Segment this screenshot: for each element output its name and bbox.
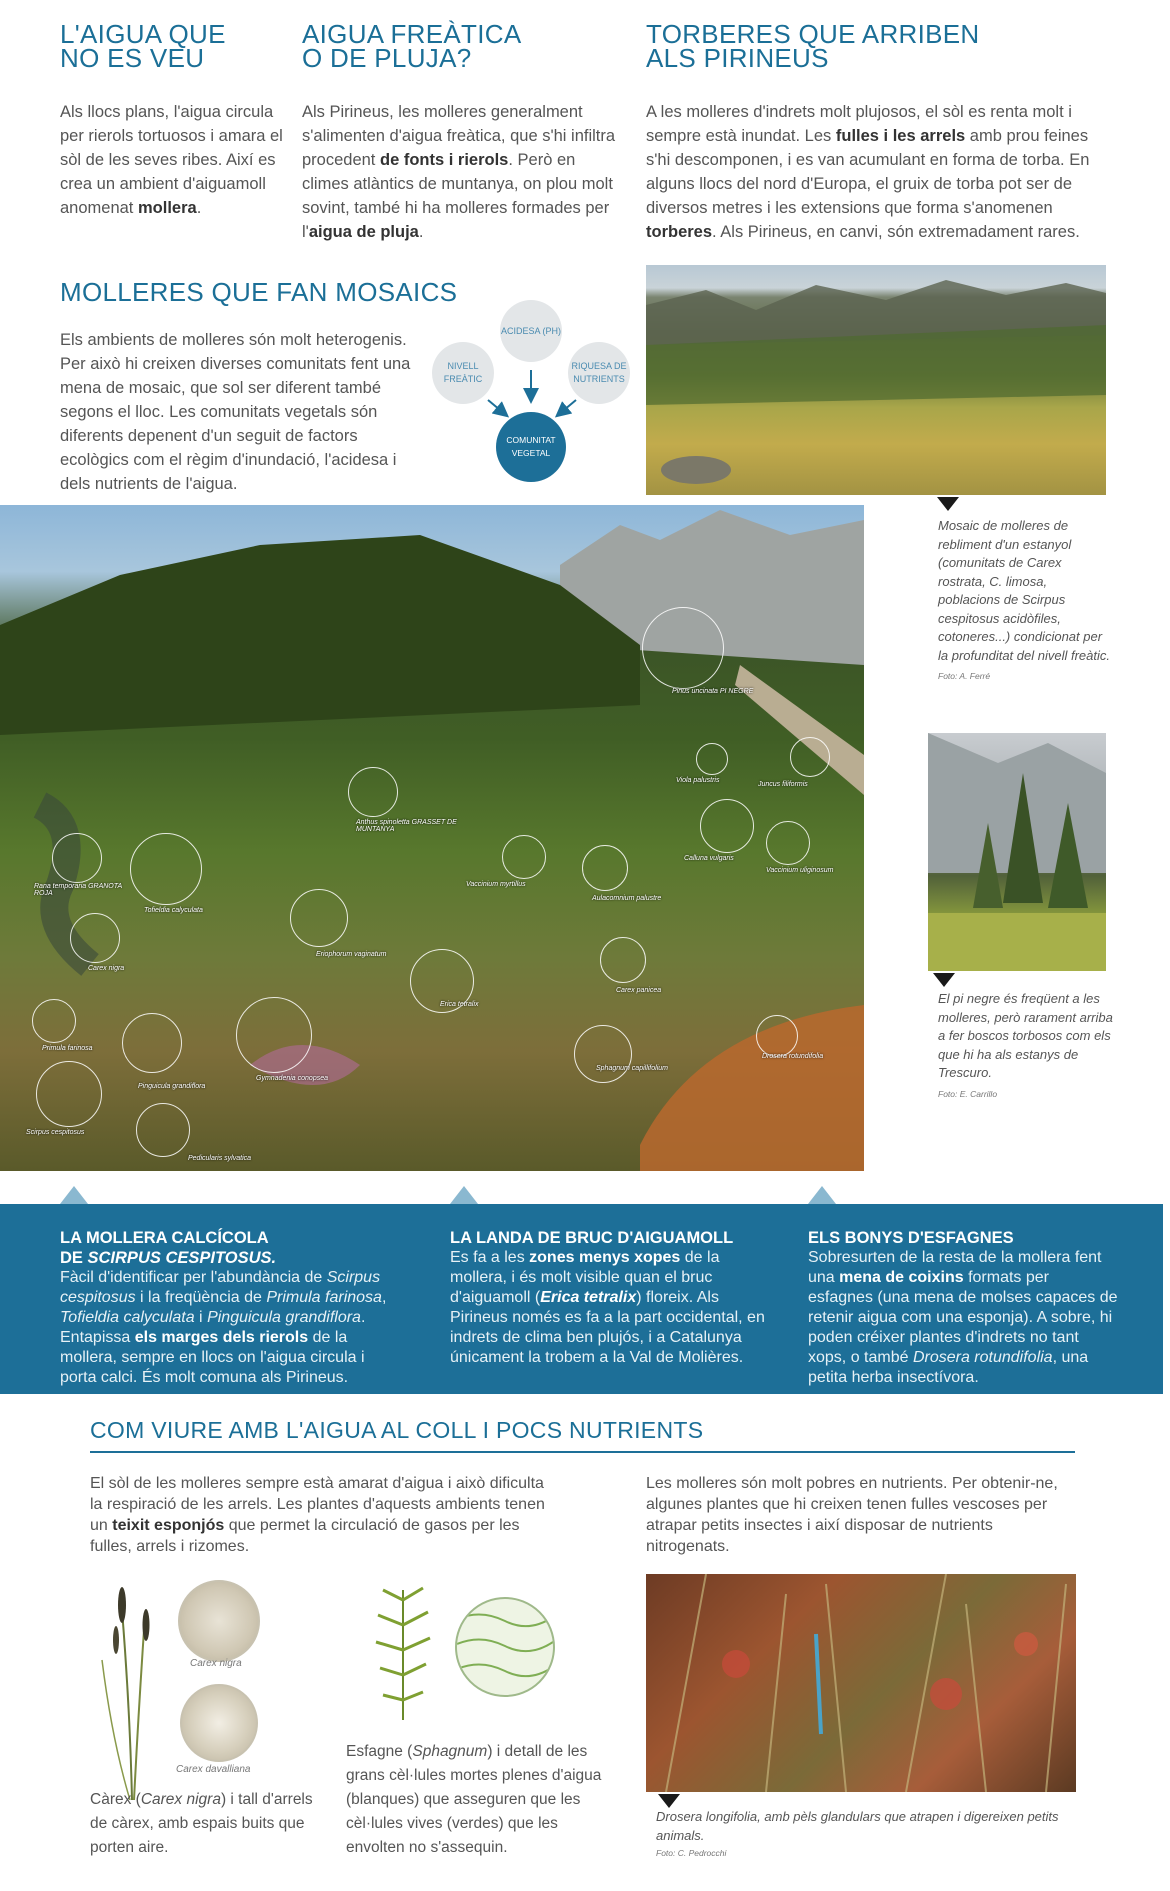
column-groundwater — [302, 19, 624, 244]
bubble-water-table: NIVELL FREÀTIC — [432, 342, 494, 404]
species-label: Sphagnum capillifolium — [596, 1065, 668, 1072]
bubble-nutrients: RIQUESA DE NUTRIENTS — [568, 342, 630, 404]
species-circle — [574, 1025, 632, 1083]
species-circle — [70, 913, 120, 963]
species-circle — [696, 743, 728, 775]
species-label: Anthus spinoletta GRASSET DE MUNTANYA — [356, 819, 457, 833]
caption-pine: El pi negre és freqüent a les molleres, però rarament arriba a fer boscos torbosos com els que hi ha als estanys de Trescuro. Foto: E. Carrillo — [938, 991, 1113, 1099]
species-circle — [32, 999, 76, 1043]
species-label: Vaccinium myrtillus — [466, 881, 526, 888]
sphagnum-cells-illustration — [457, 1599, 553, 1695]
species-circle — [290, 889, 348, 947]
species-label: Carex panicea — [616, 987, 662, 994]
species-circle — [348, 767, 398, 817]
column-water-unseen — [60, 19, 285, 220]
species-circle — [52, 833, 102, 883]
meadow-illustration — [646, 265, 1106, 495]
species-label: Drosera rotundifolia — [762, 1053, 824, 1060]
carex-davalliana-section — [180, 1684, 258, 1762]
species-label: Viola palustris — [676, 777, 720, 784]
drosera-illustration — [646, 1574, 1076, 1792]
caption-sphagnum: Esfagne (Sphagnum) i detall de les grans cèl·lules mortes plenes d'aigua (blanques) que asseguren que les cèl·lules vives (verdes) que les envolten no s'assequin. — [346, 1743, 602, 1856]
photo-main-panorama — [0, 505, 864, 1171]
species-circle — [642, 607, 724, 689]
species-circle — [766, 821, 810, 865]
band-pointer — [808, 1186, 836, 1204]
heading-rule — [90, 1451, 1075, 1453]
text-spongy-tissue: El sòl de les molleres sempre està amarat d'aigua i això dificulta la respiració de les arrels. Les plantes d'aquests ambients tenen un teixit esponjós que permet la circulació de gasos per les fulles, arrels i rizomes. — [90, 1475, 545, 1555]
carex-drawing — [92, 1570, 172, 1800]
text-nutrients: Les molleres són molt pobres en nutrients. Per obtenir-ne, algunes plantes que hi creixen tenen fulles vescoses per atrapar petits insectes i així disposar de nutrients nitrogenats. — [646, 1475, 1058, 1555]
text-water-unseen: Als llocs plans, l'aigua circula per rierols tortuosos i amara el sòl de les seves ribes. Així es crea un ambient d'aiguamoll anomenat mollera. — [60, 103, 283, 217]
species-circle — [36, 1061, 102, 1127]
species-circle — [122, 1013, 182, 1073]
sphagnum-drawing — [368, 1580, 438, 1720]
species-circle — [236, 997, 312, 1073]
species-label: Vaccinium uliginosum — [766, 867, 834, 874]
heading-peatlands: TORBERES QUE ARRIBEN ALS PIRINEUS — [646, 19, 980, 73]
heading-water-unseen: L'AIGUA QUE NO ES VEU — [60, 19, 226, 73]
band-calcicolous: LA MOLLERA CALCÍCOLA DE SCIRPUS CESPITOSUS. Fàcil d'identificar per l'abundància de Scirpus cespitosus i la freqüència de Primula farinosa, Tofieldia calyculata i Pinguicula grandiflora. Entapissa els marges dels rierols de la mollera, sempre en llocs on l'aigua circula i porta calci. És molt comuna als Pirineus. — [60, 1229, 387, 1386]
species-circle — [790, 737, 830, 777]
photo-drosera — [646, 1574, 1076, 1792]
species-circle — [136, 1103, 190, 1157]
communities-band — [0, 1204, 1163, 1394]
species-label: Eriophorum vaginatum — [316, 951, 387, 958]
band-sphagnum: ELS BONYS D'ESFAGNES Sobresurten de la resta de la mollera fent una mena de coixins formats per esfagnes (una mena de molses capaces de retenir aigua com una esponja). A sobre, hi poden créixer plantes d'indrets no tant xops, o també Drosera rotundifolia, una petita herba insectívora. — [808, 1229, 1118, 1386]
band-pointer — [60, 1186, 88, 1204]
heading-groundwater: AIGUA FREÀTICA O DE PLUJA? — [302, 19, 522, 73]
text-groundwater: Als Pirineus, les molleres generalment s'alimenten d'aigua freàtica, que s'hi infiltra procedent de fonts i rierols. Però en climes atlàntics de muntanya, on plou molt sovint, també hi ha molleres formades per l'aigua de pluja. — [302, 103, 616, 241]
credit-drosera: Foto: C. Pedrocchi — [656, 1848, 727, 1858]
species-circle — [756, 1015, 798, 1057]
heading-living: COM VIURE AMB L'AIGUA AL COLL I POCS NUTRIENTS — [90, 1417, 704, 1443]
carex-nigra-section — [178, 1580, 260, 1662]
caption-mosaic: Mosaic de molleres de rebliment d'un estanyol (comunitats de Carex rostrata, C. limosa, poblacions de Scirpus cespitosus acidòfiles, cotoneres...) condicionat per la profunditat del nivell freàtic. Foto: A. Ferré — [938, 518, 1110, 681]
photo-black-pine — [928, 733, 1106, 971]
species-circle — [130, 833, 202, 905]
text-peatlands: A les molleres d'indrets molt plujosos, el sòl es renta molt i sempre està inundat. Les fulles i les arrels amb prou feines s'hi descomponen, i es van acumulant en forma de torba. En alguns llocs del nord d'Europa, el gruix de torba pot ser de diversos metres i les extensions que forma s'anomenen torberes. Als Pirineus, en canvi, són extremadament rares. — [646, 103, 1090, 241]
species-label: Pedicularis sylvatica — [188, 1155, 252, 1162]
factor-diagram — [428, 300, 638, 490]
carex-davalliana-label: Carex davalliana — [176, 1764, 251, 1775]
species-label: Tofieldia calyculata — [144, 907, 203, 914]
caption-carex: Càrex (Carex nigra) i tall d'arrels de càrex, amb espais buits que porten aire. — [90, 1791, 313, 1856]
species-label: Scirpus cespitosus — [26, 1129, 85, 1136]
species-circle — [600, 937, 646, 983]
species-label: Carex nigra — [88, 965, 125, 972]
bubble-plant-community: COMUNITAT VEGETAL — [496, 412, 566, 482]
species-label: Gymnadenia conopsea — [256, 1075, 328, 1082]
caption-pointer — [937, 497, 959, 511]
carex-nigra-label: Carex nigra — [190, 1658, 242, 1669]
species-label: Primula farinosa — [42, 1045, 93, 1052]
text-mosaics: Els ambients de molleres són molt heterogenis. Per això hi creixen diverses comunitats fent una mena de mosaic, que sol ser diferent també segons el lloc. Les comunitats vegetals són diferents depenent d'un seguit de factors ecològics com el règim d'inundació, l'acidesa i dels nutrients de l'aigua. — [60, 331, 411, 493]
species-label: Calluna vulgaris — [684, 855, 734, 862]
heading-mosaics: MOLLERES QUE FAN MOSAICS — [60, 277, 458, 307]
band-heath: LA LANDA DE BRUC D'AIGUAMOLL Es fa a les zones menys xopes de la mollera, i és molt visible quan el bruc d'aiguamoll (Erica tetralix) floreix. Als Pirineus només es fa a la part occidental, en indrets de clima ben plujós, i a Catalunya únicament la trobem a la Val de Molières. — [450, 1229, 765, 1366]
species-circle — [700, 799, 754, 853]
caption-pointer — [933, 973, 955, 987]
column-peatlands — [646, 19, 1116, 244]
species-label: Erica tetralix — [440, 1001, 479, 1008]
species-label: Juncus filiformis — [758, 781, 808, 788]
caption-drosera: Drosera longifolia, amb pèls glandulars que atrapen i digereixen petits animals. — [656, 1809, 1059, 1843]
bubble-acidity: ACIDESA (PH) — [500, 300, 562, 362]
pine-illustration — [928, 733, 1106, 971]
species-label: Aulacomnium palustre — [592, 895, 662, 902]
species-label: Pinguicula grandiflora — [138, 1083, 206, 1090]
species-label: Pinus uncinata PI NEGRE — [672, 688, 754, 695]
caption-pointer — [658, 1794, 680, 1808]
sphagnum-cells-detail — [455, 1597, 555, 1697]
band-pointer — [450, 1186, 478, 1204]
species-circle — [582, 845, 628, 891]
species-label: Rana temporaria GRANOTA ROJA — [34, 883, 122, 897]
species-circle — [502, 835, 546, 879]
photo-mosaic-meadow — [646, 265, 1106, 495]
